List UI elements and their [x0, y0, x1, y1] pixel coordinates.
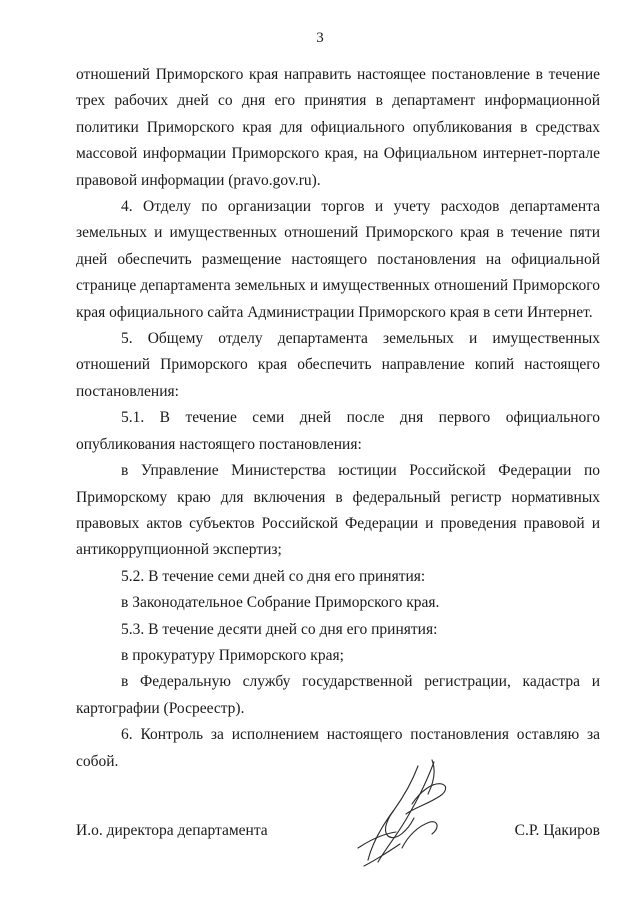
paragraph-continuation: отношений Приморского края направить настоящее постановление в течение трех рабочих дней со дня его принятия в департамент информационной политики Приморского края для официального опубликования в средствах массовой информации Приморского края, на Официальном интернет-портале правовой информации (pravo.gov.ru).	[76, 66, 600, 189]
paragraph-item-5-3: 5.3. В течение десяти дней со дня его принятия:	[121, 620, 438, 638]
paragraph-ministry-of-justice: в Управление Министерства юстиции Российской Федерации по Приморскому краю для включения в федеральный регистр нормативных правовых актов субъектов Российской Федерации и проведения правовой и антикоррупционной экспертиз;	[76, 462, 600, 559]
paragraph-item-5-2: 5.2. В течение семи дней со дня его принятия:	[121, 567, 426, 585]
handwritten-signature	[348, 752, 456, 868]
document-body	[76, 62, 600, 775]
page-number: 3	[316, 30, 324, 46]
paragraph-item-6: 6. Контроль за исполнением настоящего постановления оставляю за собой.	[76, 726, 600, 770]
paragraph-legislative-assembly: в Законодательное Собрание Приморского края.	[121, 594, 440, 612]
signatory-position: И.о. директора департамента	[76, 822, 268, 839]
paragraph-item-4: 4. Отделу по организации торгов и учету расходов департамента земельных и имущественных отношений Приморского края в течение пяти дней обеспечить размещение настоящего постановления на официальной странице департамента земельных и имущественных отношений Приморского края официального сайта Администрации Приморского края в сети Интернет.	[76, 198, 600, 321]
paragraph-item-5: 5. Общему отделу департамента земельных и имущественных отношений Приморского края обеспечить направление копий настоящего постановления:	[76, 330, 600, 400]
signatory-name: С.Р. Цакиров	[514, 822, 600, 839]
paragraph-prosecutor: в прокуратуру Приморского края;	[121, 646, 344, 664]
signature-block	[76, 818, 600, 844]
paragraph-item-5-1: 5.1. В течение семи дней после дня первого официального опубликования настоящего постановления:	[76, 409, 600, 453]
paragraph-rosreestr: в Федеральную службу государственной регистрации, кадастра и картографии (Росреестр).	[76, 673, 600, 717]
